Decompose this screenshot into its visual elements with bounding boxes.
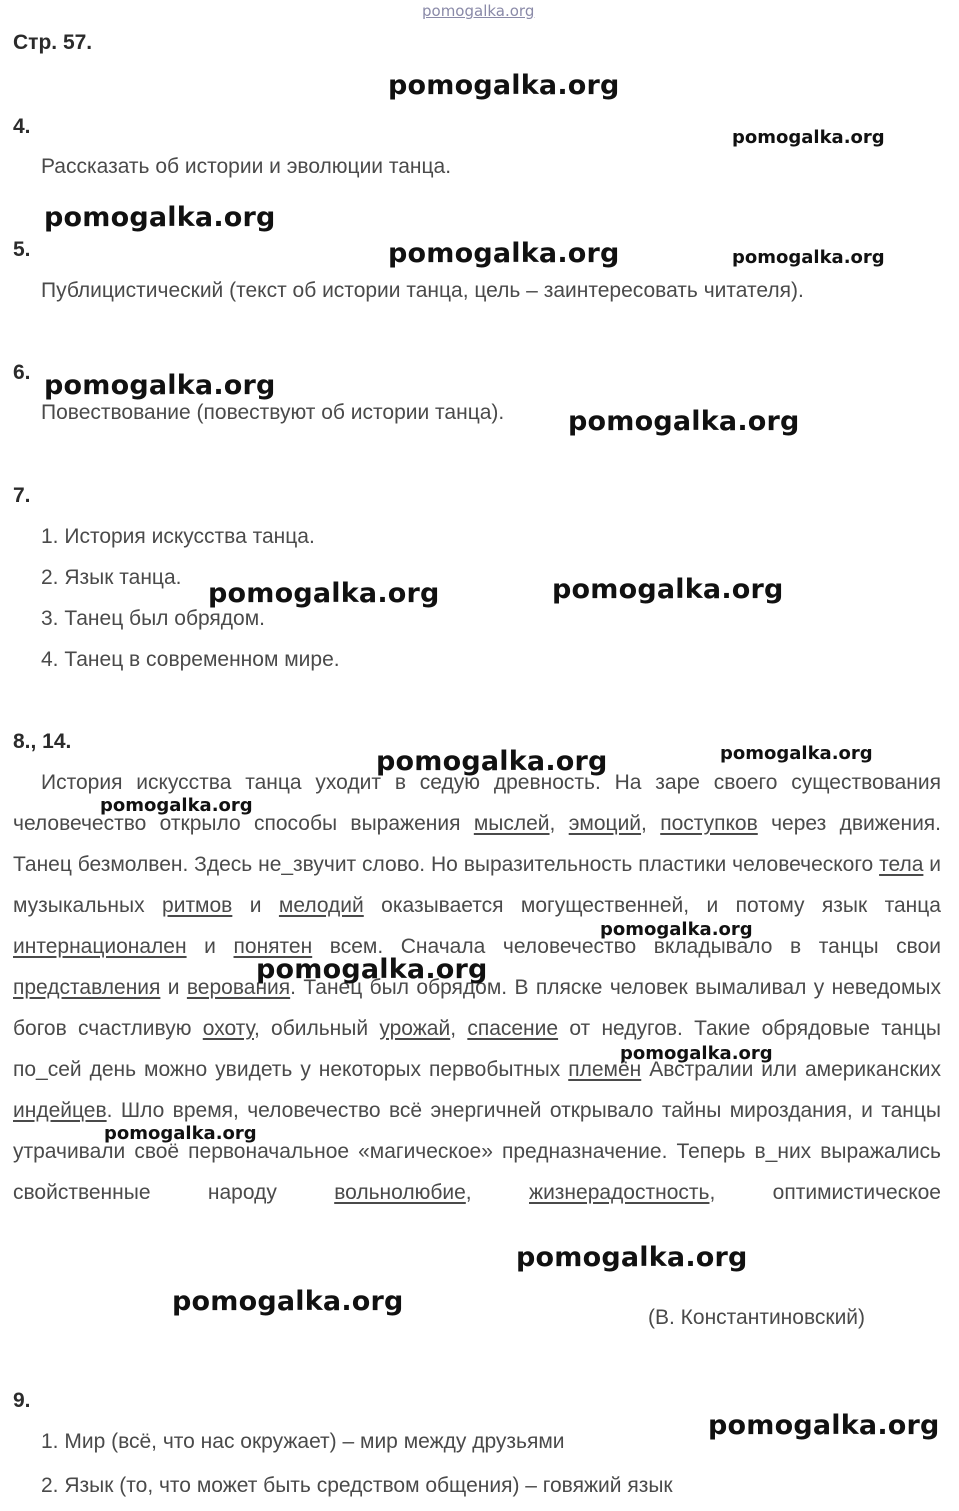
underlined-word: жизнерадостность: [529, 1181, 710, 1204]
underlined-word: мелодий: [278, 894, 364, 917]
task-4-number: 4.: [13, 115, 31, 138]
watermark: pomogalka.org: [208, 578, 440, 609]
watermark: pomogalka.org: [44, 202, 276, 233]
task-7-item-1: 1. История искусства танца.: [41, 525, 315, 548]
underlined-word: тела: [879, 853, 924, 876]
underlined-word: спасение: [467, 1017, 559, 1040]
task-9-item-1: 1. Мир (всё, что нас окружает) – мир между друзьями: [41, 1430, 565, 1453]
task-8-number: 8., 14.: [13, 730, 72, 753]
task-8-paragraph: История искусства танца уходит в седую древность. На заре своего существования человечество открыло способы выражения мыслей, эмоций, поступков через движения. Танец безмолвен. Здесь не_звучит слово. Но выразительность пластики человеческого тела и музыкальных ритмов и мелодий оказывается могущественней, и потому язык танца интернационален и понятен всем. Сначала человечество вкладывало в танцы свои представления и верования. Танец был обрядом. В пляске человек вымаливал у неведомых богов счастливую охоту, обильный урожай, спасение от недугов. Такие обрядовые танцы по_сей день можно увидеть у некоторых первобытных племён Австралии или американских индейцев. Шло время, человечество всё энергичней открывало тайны мироздания, и танцы утрачивали своё первоначальное «магическое» предназначение. Теперь в_них выражались свойственные народу вольнолюбие, жизнерадостность, оптимистическое: [13, 771, 942, 1204]
watermark: pomogalka.org: [708, 1410, 940, 1441]
underlined-word: индейцев: [13, 1099, 107, 1122]
page-label: Стр. 57.: [13, 31, 93, 54]
underlined-word: эмоций: [568, 812, 642, 835]
underlined-word: урожай: [379, 1017, 451, 1040]
underlined-word: племён: [568, 1058, 642, 1081]
watermark: pomogalka.org: [376, 746, 608, 777]
watermark: pomogalka.org: [620, 1043, 773, 1064]
watermark: pomogalka.org: [388, 238, 620, 269]
watermark: pomogalka.org: [568, 406, 800, 437]
watermark: pomogalka.org: [388, 70, 620, 101]
watermark: pomogalka.org: [104, 1123, 257, 1144]
underlined-word: мыслей: [473, 812, 550, 835]
task-7-item-4: 4. Танец в современном мире.: [41, 648, 340, 671]
watermark: pomogalka.org: [732, 127, 885, 148]
watermark: pomogalka.org: [720, 743, 873, 764]
watermark: pomogalka.org: [516, 1242, 748, 1273]
watermark: pomogalka.org: [732, 247, 885, 268]
underlined-word: верования: [186, 976, 291, 999]
site-link-top[interactable]: pomogalka.org: [422, 2, 535, 20]
watermark: pomogalka.org: [44, 370, 276, 401]
task-9-number: 9.: [13, 1389, 31, 1412]
task-6-answer: Повествование (повествуют об истории танца).: [41, 401, 505, 424]
underlined-word: понятен: [233, 935, 313, 958]
underlined-word: охоту: [202, 1017, 254, 1040]
task-5-number: 5.: [13, 238, 31, 261]
watermark: pomogalka.org: [552, 574, 784, 605]
task-7-item-2: 2. Язык танца.: [41, 566, 182, 589]
text-author: (В. Константиновский): [648, 1306, 866, 1329]
underlined-word: вольнолюбие: [334, 1181, 466, 1204]
underlined-word: ритмов: [162, 894, 233, 917]
underlined-word: представления: [13, 976, 161, 999]
task-6-number: 6.: [13, 361, 31, 384]
watermark: pomogalka.org: [256, 954, 488, 985]
task-4-answer: Рассказать об истории и эволюции танца.: [41, 155, 452, 178]
task-7-number: 7.: [13, 484, 31, 507]
underlined-word: поступков: [660, 812, 758, 835]
watermark: pomogalka.org: [100, 795, 253, 816]
task-5-answer: Публицистический (текст об истории танца, цель – заинтересовать читателя).: [41, 279, 804, 302]
task-9-item-2: 2. Язык (то, что может быть средством общения) – говяжий язык: [41, 1474, 673, 1497]
watermark: pomogalka.org: [600, 919, 753, 940]
task-7-item-3: 3. Танец был обрядом.: [41, 607, 265, 630]
underlined-word: интернационален: [13, 935, 187, 958]
watermark: pomogalka.org: [172, 1286, 404, 1317]
